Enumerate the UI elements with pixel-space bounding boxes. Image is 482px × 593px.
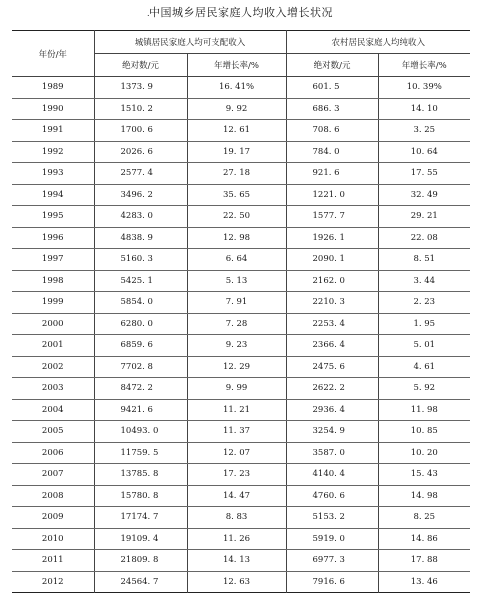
urban-rate-cell: 17. 23	[187, 464, 286, 486]
urban-absolute-cell: 2026. 6	[94, 141, 187, 163]
urban-absolute-cell: 3496. 2	[94, 184, 187, 206]
urban-rate-cell: 35. 65	[187, 184, 286, 206]
rural-absolute-cell: 7916. 6	[286, 571, 378, 593]
year-cell: 2011	[12, 550, 94, 572]
rural-absolute-cell: 5153. 2	[286, 507, 378, 529]
rural-absolute-cell: 921. 6	[286, 163, 378, 185]
table-row	[12, 356, 470, 378]
urban-absolute-cell: 5160. 3	[94, 249, 187, 271]
year-cell: 1998	[12, 270, 94, 292]
rural-absolute-cell: 2936. 4	[286, 399, 378, 421]
year-cell: 1990	[12, 98, 94, 120]
table-row	[12, 442, 470, 464]
table-row	[12, 292, 470, 314]
rural-absolute-cell: 1221. 0	[286, 184, 378, 206]
income-table	[12, 30, 470, 593]
rural-rate-cell: 17. 55	[378, 163, 470, 185]
rural-rate-cell: 22. 08	[378, 227, 470, 249]
rural-absolute-cell: 2475. 6	[286, 356, 378, 378]
urban-rate-cell: 27. 18	[187, 163, 286, 185]
urban-absolute-cell: 5425. 1	[94, 270, 187, 292]
table-row	[12, 206, 470, 228]
table-row	[12, 184, 470, 206]
urban-absolute-cell: 1700. 6	[94, 120, 187, 142]
rural-rate-cell: 14. 86	[378, 528, 470, 550]
urban-rate-cell: 7. 91	[187, 292, 286, 314]
year-cell: 2007	[12, 464, 94, 486]
year-cell: 1999	[12, 292, 94, 314]
table-row	[12, 335, 470, 357]
urban-rate-cell: 14. 47	[187, 485, 286, 507]
table-row	[12, 378, 470, 400]
urban-absolute-cell: 4838. 9	[94, 227, 187, 249]
urban-rate-cell: 6. 64	[187, 249, 286, 271]
year-cell: 2006	[12, 442, 94, 464]
year-cell: 1989	[12, 77, 94, 99]
urban-rate-cell: 12. 29	[187, 356, 286, 378]
rural-rate-cell: 15. 43	[378, 464, 470, 486]
year-cell: 1992	[12, 141, 94, 163]
rural-rate-cell: 10. 20	[378, 442, 470, 464]
rural-absolute-cell: 2253. 4	[286, 313, 378, 335]
urban-rate-cell: 11. 21	[187, 399, 286, 421]
urban-group-header: 城镇居民家庭人均可支配收入	[94, 31, 286, 54]
rural-absolute-cell: 3254. 9	[286, 421, 378, 443]
year-cell: 1997	[12, 249, 94, 271]
year-cell: 1991	[12, 120, 94, 142]
year-cell: 2012	[12, 571, 94, 593]
rural-rate-cell: 17. 88	[378, 550, 470, 572]
rural-absolute-header: 绝对数/元	[286, 54, 378, 77]
rural-rate-cell: 10. 64	[378, 141, 470, 163]
rural-absolute-cell: 708. 6	[286, 120, 378, 142]
urban-rate-cell: 14. 13	[187, 550, 286, 572]
urban-absolute-cell: 4283. 0	[94, 206, 187, 228]
rural-rate-cell: 10. 39%	[378, 77, 470, 99]
rural-absolute-cell: 686. 3	[286, 98, 378, 120]
table-row	[12, 313, 470, 335]
table-row	[12, 571, 470, 593]
rural-absolute-cell: 1926. 1	[286, 227, 378, 249]
year-cell: 2001	[12, 335, 94, 357]
year-cell: 2003	[12, 378, 94, 400]
table-row	[12, 98, 470, 120]
urban-absolute-cell: 21809. 8	[94, 550, 187, 572]
rural-rate-cell: 8. 25	[378, 507, 470, 529]
year-cell: 1994	[12, 184, 94, 206]
urban-absolute-cell: 10493. 0	[94, 421, 187, 443]
rural-absolute-cell: 1577. 7	[286, 206, 378, 228]
table-row	[12, 528, 470, 550]
rural-rate-cell: 29. 21	[378, 206, 470, 228]
urban-absolute-cell: 1373. 9	[94, 77, 187, 99]
urban-absolute-cell: 5854. 0	[94, 292, 187, 314]
urban-rate-cell: 9. 99	[187, 378, 286, 400]
year-cell: 2000	[12, 313, 94, 335]
table-row	[12, 77, 470, 99]
rural-group-header: 农村居民家庭人均纯收入	[286, 31, 470, 54]
urban-rate-cell: 8. 83	[187, 507, 286, 529]
rural-absolute-cell: 601. 5	[286, 77, 378, 99]
table-row	[12, 141, 470, 163]
rural-absolute-cell: 784. 0	[286, 141, 378, 163]
rural-absolute-cell: 2622. 2	[286, 378, 378, 400]
urban-absolute-cell: 9421. 6	[94, 399, 187, 421]
urban-rate-cell: 22. 50	[187, 206, 286, 228]
urban-absolute-cell: 11759. 5	[94, 442, 187, 464]
urban-absolute-cell: 7702. 8	[94, 356, 187, 378]
urban-rate-header: 年增长率/%	[187, 54, 286, 77]
table-row	[12, 399, 470, 421]
table-row	[12, 163, 470, 185]
urban-rate-cell: 12. 61	[187, 120, 286, 142]
table-row	[12, 550, 470, 572]
urban-absolute-cell: 6859. 6	[94, 335, 187, 357]
urban-rate-cell: 9. 92	[187, 98, 286, 120]
year-cell: 1993	[12, 163, 94, 185]
urban-absolute-header: 绝对数/元	[94, 54, 187, 77]
year-cell: 2010	[12, 528, 94, 550]
table-body	[12, 77, 470, 593]
year-cell: 2008	[12, 485, 94, 507]
urban-absolute-cell: 15780. 8	[94, 485, 187, 507]
rural-absolute-cell: 2210. 3	[286, 292, 378, 314]
urban-rate-cell: 11. 26	[187, 528, 286, 550]
rural-rate-cell: 10. 85	[378, 421, 470, 443]
rural-absolute-cell: 2090. 1	[286, 249, 378, 271]
urban-absolute-cell: 8472. 2	[94, 378, 187, 400]
year-cell: 2002	[12, 356, 94, 378]
year-cell: 2009	[12, 507, 94, 529]
rural-rate-cell: 1. 95	[378, 313, 470, 335]
urban-rate-cell: 19. 17	[187, 141, 286, 163]
rural-rate-cell: 8. 51	[378, 249, 470, 271]
table-row	[12, 120, 470, 142]
rural-absolute-cell: 3587. 0	[286, 442, 378, 464]
rural-rate-cell: 14. 98	[378, 485, 470, 507]
year-header: 年份/年	[12, 31, 94, 77]
table-row	[12, 485, 470, 507]
table-row	[12, 421, 470, 443]
title-dot: .	[147, 9, 150, 18]
urban-rate-cell: 12. 63	[187, 571, 286, 593]
urban-rate-cell: 11. 37	[187, 421, 286, 443]
rural-rate-cell: 14. 10	[378, 98, 470, 120]
urban-absolute-cell: 6280. 0	[94, 313, 187, 335]
rural-rate-cell: 5. 01	[378, 335, 470, 357]
urban-rate-cell: 7. 28	[187, 313, 286, 335]
urban-absolute-cell: 19109. 4	[94, 528, 187, 550]
table-title: 中国城乡居民家庭人均收入增长状况	[149, 6, 333, 19]
rural-rate-cell: 5. 92	[378, 378, 470, 400]
year-cell: 2005	[12, 421, 94, 443]
urban-rate-cell: 5. 13	[187, 270, 286, 292]
rural-rate-cell: 4. 61	[378, 356, 470, 378]
rural-rate-cell: 3. 44	[378, 270, 470, 292]
rural-rate-cell: 2. 23	[378, 292, 470, 314]
rural-rate-header: 年增长率/%	[378, 54, 470, 77]
urban-rate-cell: 12. 98	[187, 227, 286, 249]
rural-absolute-cell: 2162. 0	[286, 270, 378, 292]
rural-absolute-cell: 5919. 0	[286, 528, 378, 550]
urban-absolute-cell: 24564. 7	[94, 571, 187, 593]
urban-absolute-cell: 13785. 8	[94, 464, 187, 486]
rural-rate-cell: 13. 46	[410, 576, 438, 587]
urban-absolute-cell: 2577. 4	[94, 163, 187, 185]
table-row	[12, 464, 470, 486]
rural-absolute-cell: 2366. 4	[286, 335, 378, 357]
year-cell: 1995	[12, 206, 94, 228]
year-cell: 2004	[12, 399, 94, 421]
table-row	[12, 249, 470, 271]
table-row	[12, 227, 470, 249]
rural-absolute-cell: 6977. 3	[286, 550, 378, 572]
rural-rate-cell: 11. 98	[378, 399, 470, 421]
urban-absolute-cell: 1510. 2	[94, 98, 187, 120]
rural-absolute-cell: 4760. 6	[286, 485, 378, 507]
urban-rate-cell: 9. 23	[187, 335, 286, 357]
urban-absolute-cell: 17174. 7	[94, 507, 187, 529]
year-cell: 1996	[12, 227, 94, 249]
table-row	[12, 270, 470, 292]
urban-rate-cell: 16. 41%	[187, 77, 286, 99]
urban-rate-cell: 12. 07	[187, 442, 286, 464]
rural-absolute-cell: 4140. 4	[286, 464, 378, 486]
rural-rate-cell: 3. 25	[378, 120, 470, 142]
rural-rate-cell: 32. 49	[378, 184, 470, 206]
